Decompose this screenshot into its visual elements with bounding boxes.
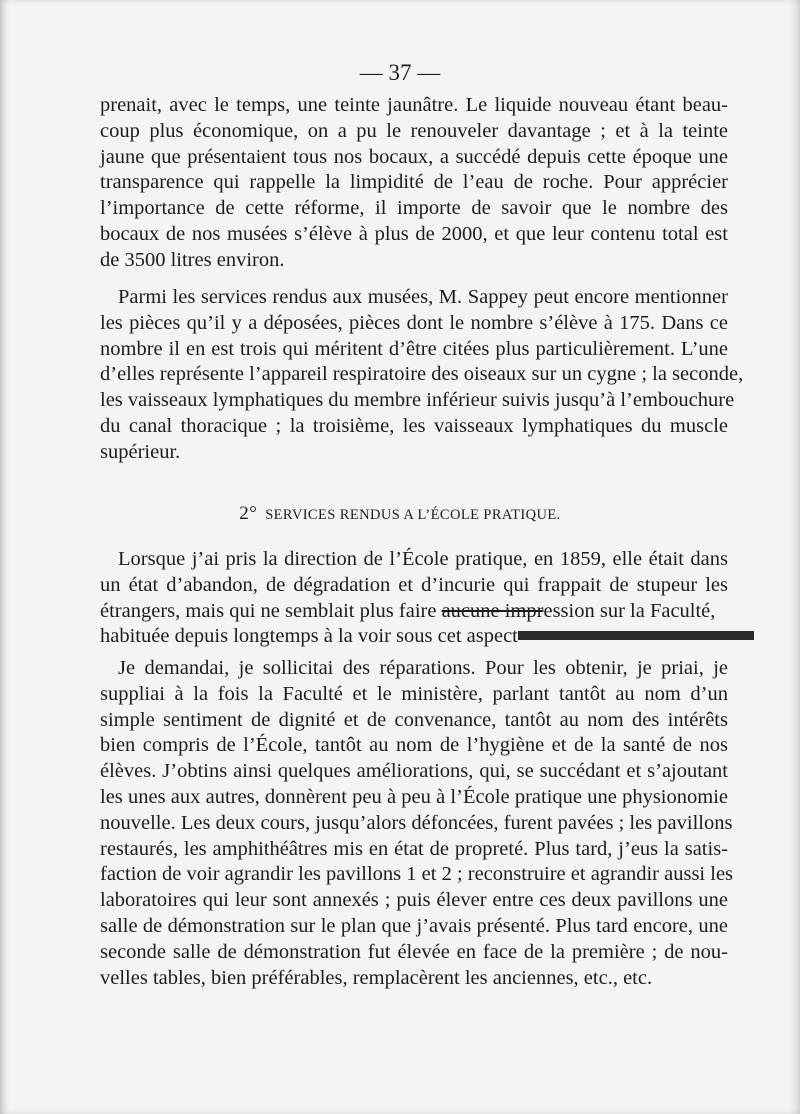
text-fragment: étrangers, mais qui ne semblait plus faire <box>100 599 442 622</box>
struck-text: aucune impr <box>441 599 544 622</box>
text-line: de 3500 litres environ. <box>100 248 285 271</box>
text-line: suppliai à la fois la Faculté et le ministère, parlant tantôt au nom d’un <box>100 682 728 705</box>
text-line <box>100 599 728 625</box>
text-line: l’importance de cette réforme, il importe de savoir que le nombre des <box>100 197 728 220</box>
text-line: salle de démonstration sur le plan que j’avais présenté. Plus tard encore, une <box>100 914 728 937</box>
text-line <box>100 624 728 650</box>
text-line: supérieur. <box>100 440 181 463</box>
paragraph-1 <box>100 93 728 274</box>
text-line: bien compris de l’École, tantôt au nom de l’hygiène et de la santé de nos <box>100 734 728 757</box>
text-fragment: habituée depuis longtemps à la voir sous cet aspect <box>100 625 518 648</box>
text-line: velles tables, bien préférables, remplacèrent les anciennes, etc., etc. <box>100 966 653 989</box>
text-line: restaurés, les amphithéâtres mis en état de propreté. Plus tard, j’eus la satis- <box>100 837 728 860</box>
paragraph-3 <box>100 547 728 650</box>
section-heading <box>0 503 800 525</box>
paragraph-4 <box>100 656 734 991</box>
text-line: les pièces qu’il y a déposées, pièces dont le nombre s’élève à 175. Dans ce <box>100 311 728 334</box>
paragraph-2 <box>100 285 744 466</box>
text-line: nombre il en est trois qui méritent d’être citées plus particulièrement. L’une <box>100 337 728 360</box>
page-number: — 37 — <box>359 60 441 85</box>
text-line: laboratoires qui leur sont annexés ; puis élever entre ces deux pavillons une <box>100 889 728 912</box>
text-line: coup plus économique, on a pu le renouveler davantage ; et à la teinte <box>100 119 728 142</box>
redaction-blot <box>518 631 754 640</box>
text-line: simple sentiment de dignité et de convenance, tantôt au nom des intérêts <box>100 708 728 731</box>
text-fragment: ession sur la Faculté, <box>543 599 716 622</box>
text-line: faction de voir agrandir les pavillons 1 et 2 ; reconstruire et agrandir aussi les <box>100 863 734 886</box>
text-line: transparence qui rappelle la limpidité de l’eau de roche. Pour apprécier <box>100 171 728 194</box>
text-line: prenait, avec le temps, une teinte jaunâtre. Le liquide nouveau étant beau- <box>100 94 728 116</box>
text-line: Je demandai, je sollicitai des réparations. Pour les obtenir, je priai, je <box>118 657 728 679</box>
text-line: Lorsque j’ai pris la direction de l’École pratique, en 1859, elle était dans <box>118 548 728 570</box>
text-line: élèves. J’obtins ainsi quelques améliorations, qui, se succédant et s’ajoutant <box>100 760 728 783</box>
text-line: les unes aux autres, donnèrent peu à peu à l’École pratique une physionomie <box>100 785 728 808</box>
text-line: nouvelle. Les deux cours, jusqu’alors défoncées, furent pavées ; les pavillons <box>100 811 733 834</box>
section-title: SERVICES RENDUS A L’ÉCOLE PRATIQUE. <box>265 507 561 523</box>
text-line: du canal thoracique ; la troisième, les vaisseaux lymphatiques du muscle <box>100 414 728 437</box>
text-line: d’elles représente l’appareil respiratoire des oiseaux sur un cygne ; la seconde, <box>100 363 744 386</box>
text-line: les vaisseaux lymphatiques du membre inférieur suivis jusqu’à l’embouchure <box>100 389 735 412</box>
text-line: bocaux de nos musées s’élève à plus de 2000, et que leur contenu total est <box>100 222 728 245</box>
text-line: jaune que présentaient tous nos bocaux, a succédé depuis cette époque une <box>100 145 728 168</box>
text-line: Parmi les services rendus aux musées, M. Sappey peut encore mentionner <box>118 286 728 308</box>
text-line: un état d’abandon, de dégradation et d’incurie qui frappait de stupeur les <box>100 573 728 596</box>
section-number: 2° <box>239 503 258 524</box>
text-line: seconde salle de démonstration fut élevée en face de la première ; de nou- <box>100 940 728 963</box>
